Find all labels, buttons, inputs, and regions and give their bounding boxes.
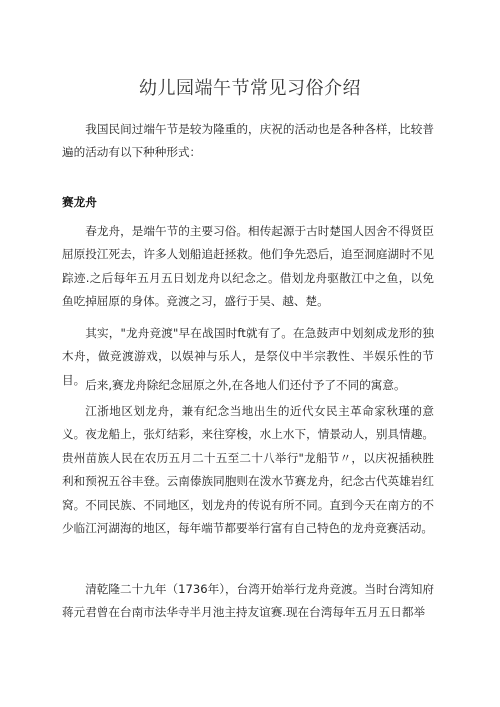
paragraph-1: 春龙舟，是端午节的主要习俗。相传起源于古时楚国人因舍不得贤臣屈原投江死去，许多人划船追赶拯救。他们争先恐后，追至洞庭湖时不见踪迹.之后每年五月五日划龙舟以纪念之。借划龙舟驱散江中之鱼，以免鱼吃掉屈原的身体。竞渡之习，盛行于吴、越、楚。	[62, 224, 434, 309]
paragraph-3: 后来,赛龙舟除纪念屈原之外,在各地人们还付予了不同的寓意。	[85, 378, 406, 392]
paragraph-5: 清乾隆二十九年（1736年），台湾开始举行龙舟竞渡。当时台湾知府蒋元君曾在台南市法华寺半月池主持友谊赛.现在台湾每年五月五日都举	[62, 582, 434, 620]
document-title: 幼儿园端午节常见习俗介绍	[139, 78, 361, 100]
paragraph-2: 其实，"龙舟竞渡"早在战国时ft就有了。在急鼓声中划刻成龙形的独木舟，做竞渡游戏，以娱神与乐人，是祭仪中半宗教性、半娱乐性的节目。	[62, 326, 434, 387]
paragraph-4: 江浙地区划龙舟，兼有纪念当地出生的近代女民主革命家秋瑾的意义。夜龙船上，张灯结彩，来往穿梭，水上水下，情景动人，别具情趣。贵州苗族人民在农历五月二十五至二十八举行"龙船节〃，以庆祝插秧胜利和预祝五谷丰登。云南傣族同胞则在泼水节赛龙舟，纪念古代英雄岩红窝。不同民族、不同地区，划龙舟的传说有所不同。直到今天在南方的不少临江河湖海的地区，每年端节都要举行富有自己特色的龙舟竞赛活动。	[62, 404, 434, 536]
section-heading: 赛龙舟	[62, 195, 97, 209]
intro-paragraph: 我国民间过端午节是较为隆重的，庆祝的活动也是各种各样，比较普遍的活动有以下种种形式：	[62, 122, 434, 160]
